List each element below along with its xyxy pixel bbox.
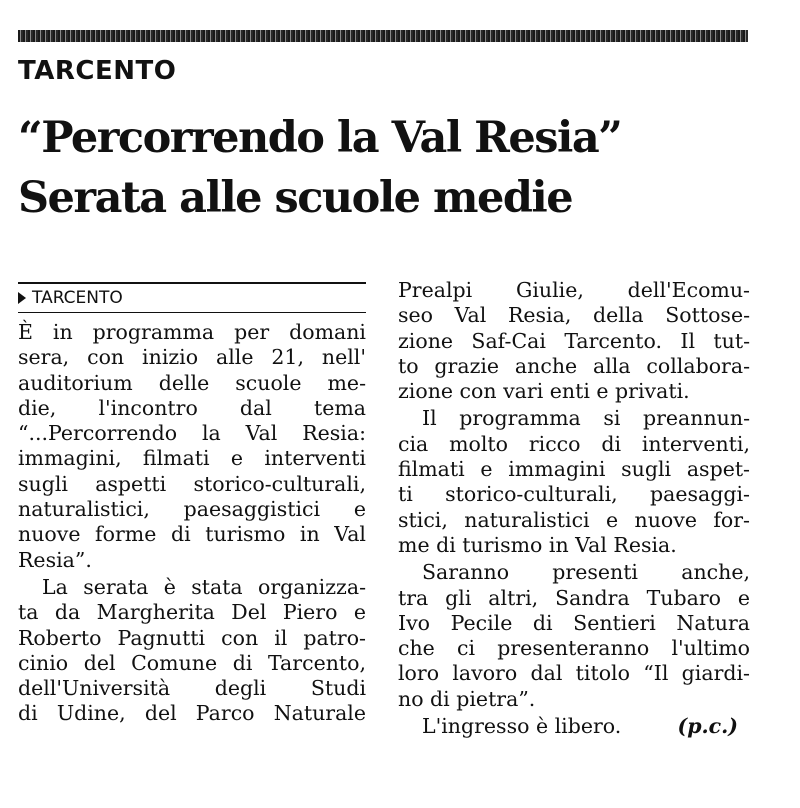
headline-line-1: “Percorrendo la Val Resia” [18, 113, 622, 163]
text-line: nuove forme di turismo in Val [18, 522, 366, 547]
text-line: La serata è stata organizza- [42, 574, 366, 599]
author-signature: (p.c.) [677, 714, 738, 739]
text-line: to grazie anche alla collabora- [398, 353, 750, 378]
text-line: filmati e immagini sugli aspet- [398, 457, 750, 482]
text-line: cia molto ricco di interventi, [398, 431, 750, 456]
right-column [398, 278, 750, 739]
text-line: no di pietra”. [398, 686, 536, 711]
text-line: auditorium delle scuole me- [18, 370, 366, 395]
text-line: Roberto Pagnutti con il patro- [18, 625, 366, 650]
closing-row [398, 714, 750, 739]
closing-text: L'ingresso è libero. [422, 714, 622, 739]
section-kicker: TARCENTO [18, 56, 177, 86]
text-line: “...Percorrendo la Val Resia: [18, 421, 366, 446]
text-line: Ivo Pecile di Sentieri Natura [398, 610, 750, 635]
headline-line-2: Serata alle scuole medie [18, 173, 573, 223]
text-line: naturalistici, paesaggistici e [18, 497, 366, 522]
text-line: di Udine, del Parco Naturale [18, 701, 366, 726]
text-line: tra gli altri, Sandra Tubaro e [398, 585, 750, 610]
text-line: Il programma si preannun- [422, 406, 750, 431]
text-line: Resia”. [18, 547, 92, 572]
text-line: cinio del Comune di Tarcento, [18, 650, 366, 675]
dateline-top-rule [18, 282, 366, 284]
text-line: die, l'incontro dal tema [18, 395, 366, 420]
text-line: ti storico-culturali, paesaggi- [398, 482, 750, 507]
dateline-bottom-rule [18, 312, 366, 313]
text-line: Prealpi Giulie, dell'Ecomu- [398, 278, 750, 302]
text-line: È in programma per domani [18, 320, 366, 344]
text-line: seo Val Resia, della Sottose- [398, 303, 750, 328]
paragraph [18, 575, 366, 727]
paragraph [398, 406, 750, 558]
paragraph [398, 278, 750, 404]
paragraph [398, 560, 750, 712]
text-line: me di turismo in Val Resia. [398, 532, 677, 557]
headline [18, 108, 788, 228]
text-line: dell'Università degli Studi [18, 676, 366, 701]
left-column [18, 282, 366, 729]
text-line: immagini, filmati e interventi [18, 446, 366, 471]
dateline-marker-icon [18, 292, 26, 304]
text-line: stici, naturalistici e nuove for- [398, 507, 750, 532]
dateline-row [18, 282, 366, 316]
text-line: loro lavoro dal titolo “Il giardi- [398, 661, 750, 686]
text-line: zione con vari enti e privati. [398, 379, 690, 404]
text-line: ta da Margherita Del Piero e [18, 600, 366, 625]
dateline-text: TARCENTO [32, 288, 123, 308]
text-line: Saranno presenti anche, [422, 560, 750, 585]
text-line: che ci presenteranno l'ultimo [398, 636, 750, 661]
text-line: zione Saf-Cai Tarcento. Il tut- [398, 328, 750, 353]
paragraph [18, 320, 366, 573]
dateline [18, 287, 123, 309]
top-rule [18, 30, 748, 42]
text-line: sugli aspetti storico-culturali, [18, 471, 366, 496]
text-line: sera, con inizio alle 21, nell' [18, 345, 366, 370]
